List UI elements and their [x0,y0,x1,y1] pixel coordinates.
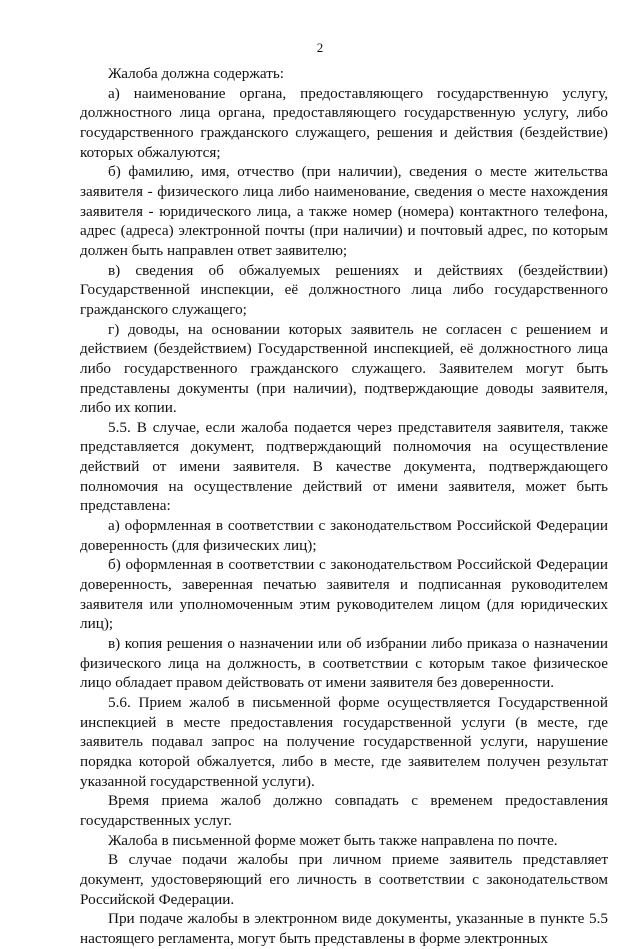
paragraph-5-5-item-b: б) оформленная в соответствии с законодательством Российской Федерации доверенность, заверенная печатью заявителя и подписанная руководителем заявителя или уполномоченным этим руководителем лицом (для юридических лиц); [80,556,608,633]
document-body [80,64,608,949]
paragraph-section-5-6: 5.6. Прием жалоб в письменной форме осуществляется Государственной инспекцией в месте предоставления государственной услуги (в месте, где заявитель подавал запрос на получение государственной услуги, нарушение порядка которой обжалуется, либо в месте, где заявителем получен результат указанной государственной услуги). [80,694,608,790]
paragraph-personal-reception: В случае подачи жалобы при личном приеме заявитель представляет документ, удостоверяющий его личность в соответствии с законодательством Российской Федерации. [80,851,608,908]
paragraph-5-5-item-a: а) оформленная в соответствии с законодательством Российской Федерации доверенность (для физических лиц); [80,517,608,554]
paragraph-reception-time: Время приема жалоб должно совпадать с временем предоставления государственных услуг. [80,792,608,829]
page-number: 2 [316,40,324,55]
paragraph-intro: Жалоба должна содержать: [108,65,284,82]
paragraph-item-v: в) сведения об обжалуемых решениях и действиях (бездействии) Государственной инспекции, её должностного лица либо государственного гражданского служащего; [80,261,608,318]
paragraph-item-b: б) фамилию, имя, отчество (при наличии), сведения о месте жительства заявителя - физического лица либо наименование, сведения о месте нахождения заявителя - юридического лица, а также номер (номера) контактного телефона, адрес (адреса) электронной почты (при наличии) и почтовый адрес, по которым должен быть направлен ответ заявителю; [80,163,608,259]
paragraph-item-a: а) наименование органа, предоставляющего государственную услугу, должностного лица органа, предоставляющего государственную услугу, либо государственного гражданского служащего, решения и действия (бездействие) которых обжалуются; [80,84,608,161]
paragraph-item-g: г) доводы, на основании которых заявитель не согласен с решением и действием (бездействием) Государственной инспекцией, её должностного лица либо государственного гражданского служащего. Заявителем могут быть представлены документы (при наличии), подтверждающие доводы заявителя, либо их копии. [80,320,608,417]
paragraph-postal: Жалоба в письменной форме может быть также направлена по почте. [108,831,558,849]
paragraph-electronic-submission: При подаче жалобы в электронном виде документы, указанные в пункте 5.5 настоящего регламента, могут быть представлены в форме электронных [80,910,608,947]
paragraph-5-5-item-v: в) копия решения о назначении или об избрании либо приказа о назначении физического лица на должность, в соответствии с которым такое физическое лицо обладает правом действовать от имени заявителя без доверенности. [80,635,608,692]
paragraph-section-5-5: 5.5. В случае, если жалоба подается через представителя заявителя, также представляется документ, подтверждающий полномочия на осуществление действий от имени заявителя. В качестве документа, подтверждающего полномочия на осуществление действий от имени заявителя, может быть представлена: [80,418,608,515]
